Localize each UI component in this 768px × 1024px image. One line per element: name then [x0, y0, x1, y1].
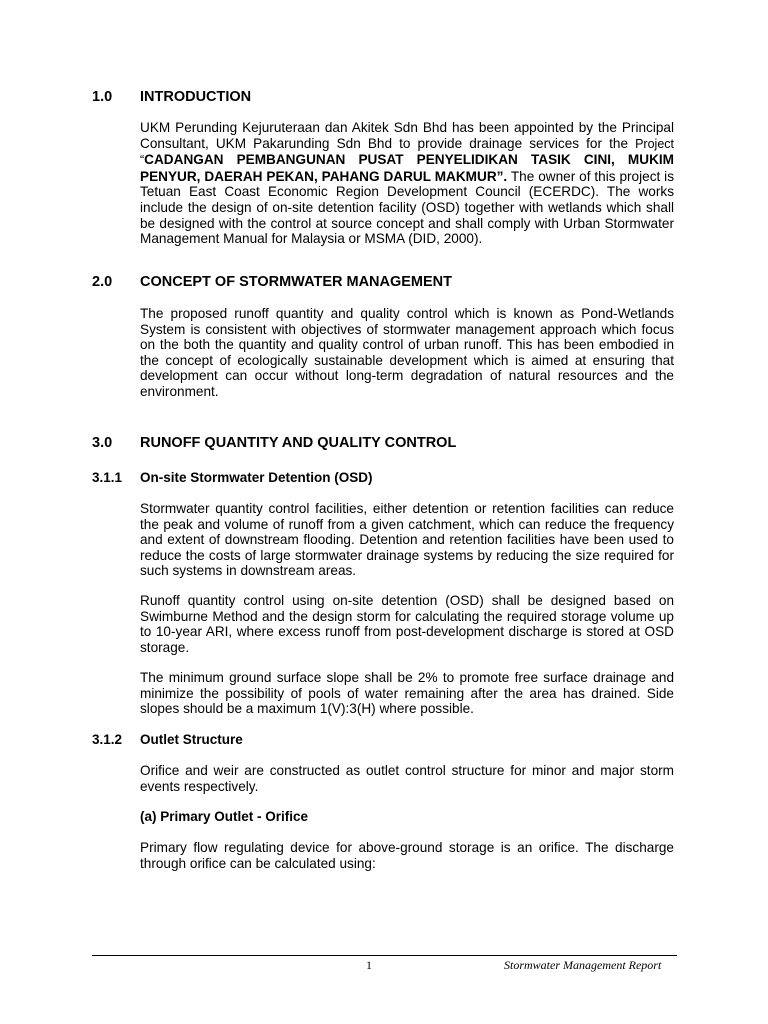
outlet-paragraph-2: Primary flow regulating device for above-ground storage is an orifice. The discharge through orifice can be calculated using:	[140, 840, 674, 871]
section-title: CONCEPT OF STORMWATER MANAGEMENT	[140, 274, 453, 290]
introduction-paragraph	[140, 120, 674, 247]
section-number: 1.0	[92, 89, 113, 105]
subsection-number: 3.1.2	[92, 732, 123, 747]
footer-page-number: 1	[366, 958, 372, 972]
intro-text-end: The owner of this project is Tetuan East Coast Economic Region Development Council (ECERDC). The works include the design of on-site detention facility (OSD) together with wetlands which shall be designed with the control at source concept and shall comply with Urban Stormwater Management Manual for Malaysia or MSMA (DID, 2000).	[140, 168, 674, 247]
project-name: CADANGAN PEMBANGUNAN PUSAT PENYELIDIKAN TASIK CINI, MUKIM PENYUR, DAERAH PEKAN, PAHANG DARUL MAKMUR”.	[140, 152, 674, 184]
concept-paragraph: The proposed runoff quantity and quality control which is known as Pond-Wetlands System is consistent with objectives of stormwater management approach which focus on the both the quantity and quality control of urban runoff. This has been embodied in the concept of ecologically sustainable development which is aimed at ensuring that development can occur without long-term degradation of natural resources and the environment.	[140, 306, 674, 399]
subsection-number: 3.1.1	[92, 470, 123, 485]
subsection-title: On-site Stormwater Detention (OSD)	[140, 470, 373, 485]
osd-paragraph-1: Stormwater quantity control facilities, either detention or retention facilities can reduce the peak and volume of runoff from a given catchment, which can reduce the frequency and extent of downstream flooding. Detention and retention facilities have been used to reduce the costs of large stormwater drainage systems by reducing the size required for such systems in downstream areas.	[140, 501, 674, 579]
section-title: RUNOFF QUANTITY AND QUALITY CONTROL	[140, 435, 457, 451]
section-number: 3.0	[92, 435, 113, 451]
osd-paragraph-2: Runoff quantity control using on-site detention (OSD) shall be designed based on Swimburne Method and the design storm for calculating the required storage volume up to 10-year ARI, where excess runoff from post-development discharge is stored at OSD storage.	[140, 593, 674, 655]
intro-text-start: UKM Perunding Kejuruteraan dan Akitek Sdn Bhd has been appointed by the Principal Consultant, UKM Pakarunding Sdn Bhd to provide drainage services for the	[140, 120, 674, 151]
footer-report-title: Stormwater Management Report	[504, 958, 662, 972]
section-title: INTRODUCTION	[140, 89, 252, 105]
primary-outlet-heading: (a) Primary Outlet - Orifice	[140, 809, 309, 824]
osd-paragraph-3: The minimum ground surface slope shall be 2% to promote free surface drainage and minimize the possibility of pools of water remaining after the area has drained. Side slopes should be a maximum 1(V):3(H) where possible.	[140, 670, 674, 717]
outlet-paragraph-1: Orifice and weir are constructed as outlet control structure for minor and major storm events respectively.	[140, 763, 674, 794]
footer-rule	[92, 955, 677, 956]
subsection-title: Outlet Structure	[140, 732, 243, 747]
section-number: 2.0	[92, 274, 113, 290]
project-label: Project “	[140, 136, 674, 168]
